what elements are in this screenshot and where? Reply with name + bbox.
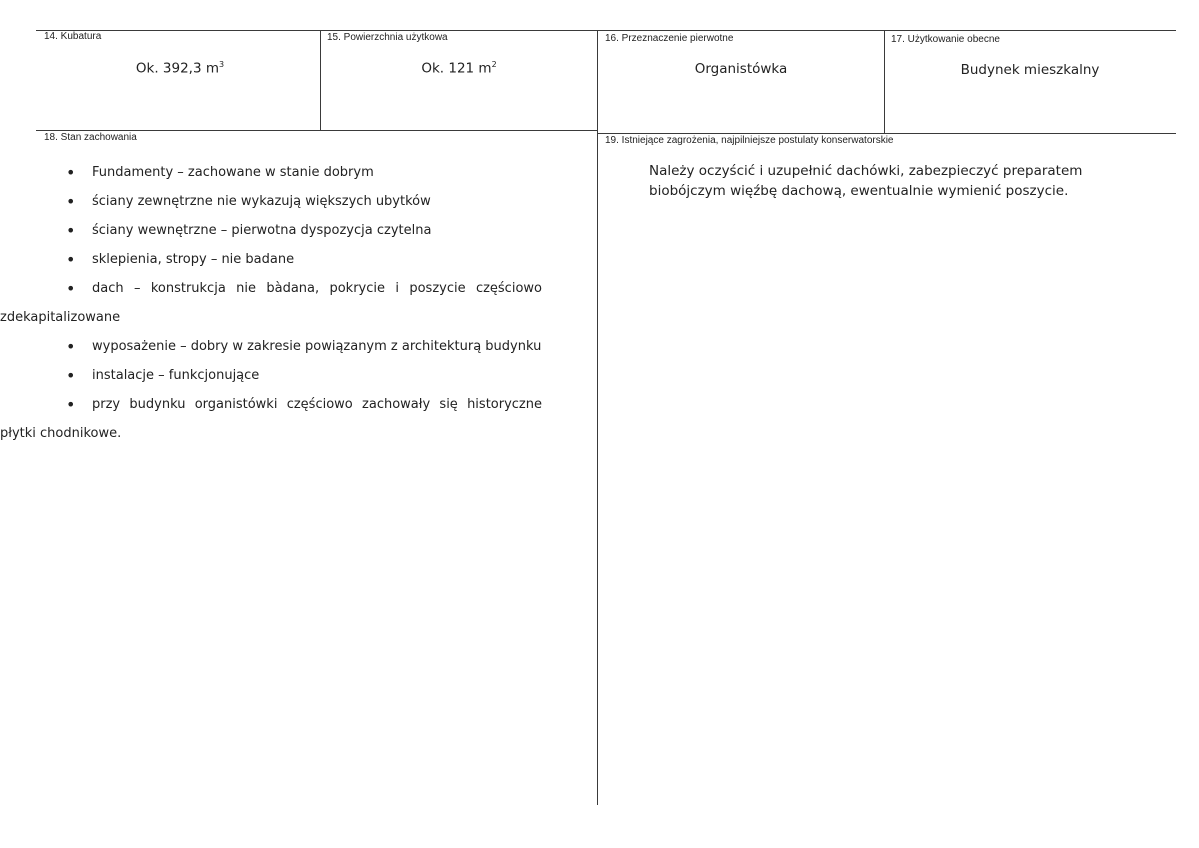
list-item-text-line: przy budynku organistówki częściowo zachowały się historyczne [92, 397, 542, 412]
list-item [66, 274, 542, 303]
list-item [66, 245, 542, 274]
list-item-text: Fundamenty – zachowane w stanie dobrym [92, 165, 374, 180]
list-item-text [66, 390, 542, 419]
bullet-icon: • [66, 192, 76, 211]
list-item-text: wyposażenie – dobry w zakresie powiązanym z architekturą budynku [92, 339, 542, 354]
field-15-value [320, 60, 598, 77]
list-item-text: ściany wewnętrzne – pierwotna dyspozycja czytelna [92, 223, 432, 238]
condition-list [0, 158, 542, 448]
field-14-value-text: Ok. 392,3 m [135, 60, 220, 77]
divider-16-17 [884, 30, 885, 134]
list-item-text: instalacje – funkcjonujące [92, 368, 260, 383]
bullet-icon: • [66, 337, 76, 356]
field-15-label: 15. Powierzchnia użytkowa [327, 32, 448, 43]
bullet-icon: • [66, 250, 76, 269]
field-15-value-text: Ok. 121 m [421, 60, 492, 77]
field-17-value: Budynek mieszkalny [960, 62, 1100, 78]
list-item [66, 216, 542, 245]
list-item-continuation-text: zdekapitalizowane [0, 310, 121, 325]
list-item-continuation [0, 419, 542, 448]
top-rule [36, 30, 1176, 31]
bullet-icon: • [66, 395, 76, 414]
list-item-continuation-text: płytki chodnikowe. [0, 426, 122, 441]
field-17-label: 17. Użytkowanie obecne [891, 34, 1000, 45]
divider-main [597, 30, 598, 805]
field-16-label: 16. Przeznaczenie pierwotne [605, 33, 734, 44]
list-item-text [66, 274, 542, 303]
field-19-text: Należy oczyścić i uzupełnić dachówki, zabezpieczyć preparatem biobójczym więźbę dachową, ewentualnie wymienić poszycie. [649, 163, 1083, 199]
field-14-value [40, 60, 320, 77]
field-14-label: 14. Kubatura [44, 31, 102, 42]
bullet-icon: • [66, 366, 76, 385]
field-18-label: 18. Stan zachowania [44, 132, 137, 143]
list-item [66, 187, 542, 216]
list-item-text: sklepienia, stropy – nie badane [92, 252, 295, 267]
list-item-text: ściany zewnętrzne nie wykazują większych ubytków [92, 194, 431, 209]
field-19-label: 19. Istniejące zagrożenia, najpilniejsze postulaty konserwatorskie [605, 135, 894, 146]
mid-rule-right [598, 133, 1176, 134]
field-16-value: Organistówka [694, 61, 788, 77]
divider-14-15 [320, 30, 321, 131]
bullet-icon: • [66, 279, 76, 298]
list-item-text-line: dach – konstrukcja nie bàdana, pokrycie i poszycie częściowo [92, 281, 542, 296]
list-item [66, 332, 542, 361]
list-item [66, 158, 542, 187]
mid-rule-left [36, 130, 598, 131]
bullet-icon: • [66, 163, 76, 182]
field-15-unit-exponent: 2 [491, 60, 497, 69]
list-item [66, 390, 542, 419]
list-item [66, 361, 542, 390]
bullet-icon: • [66, 221, 76, 240]
field-14-unit-exponent: 3 [219, 60, 225, 69]
list-item-continuation [0, 303, 542, 332]
